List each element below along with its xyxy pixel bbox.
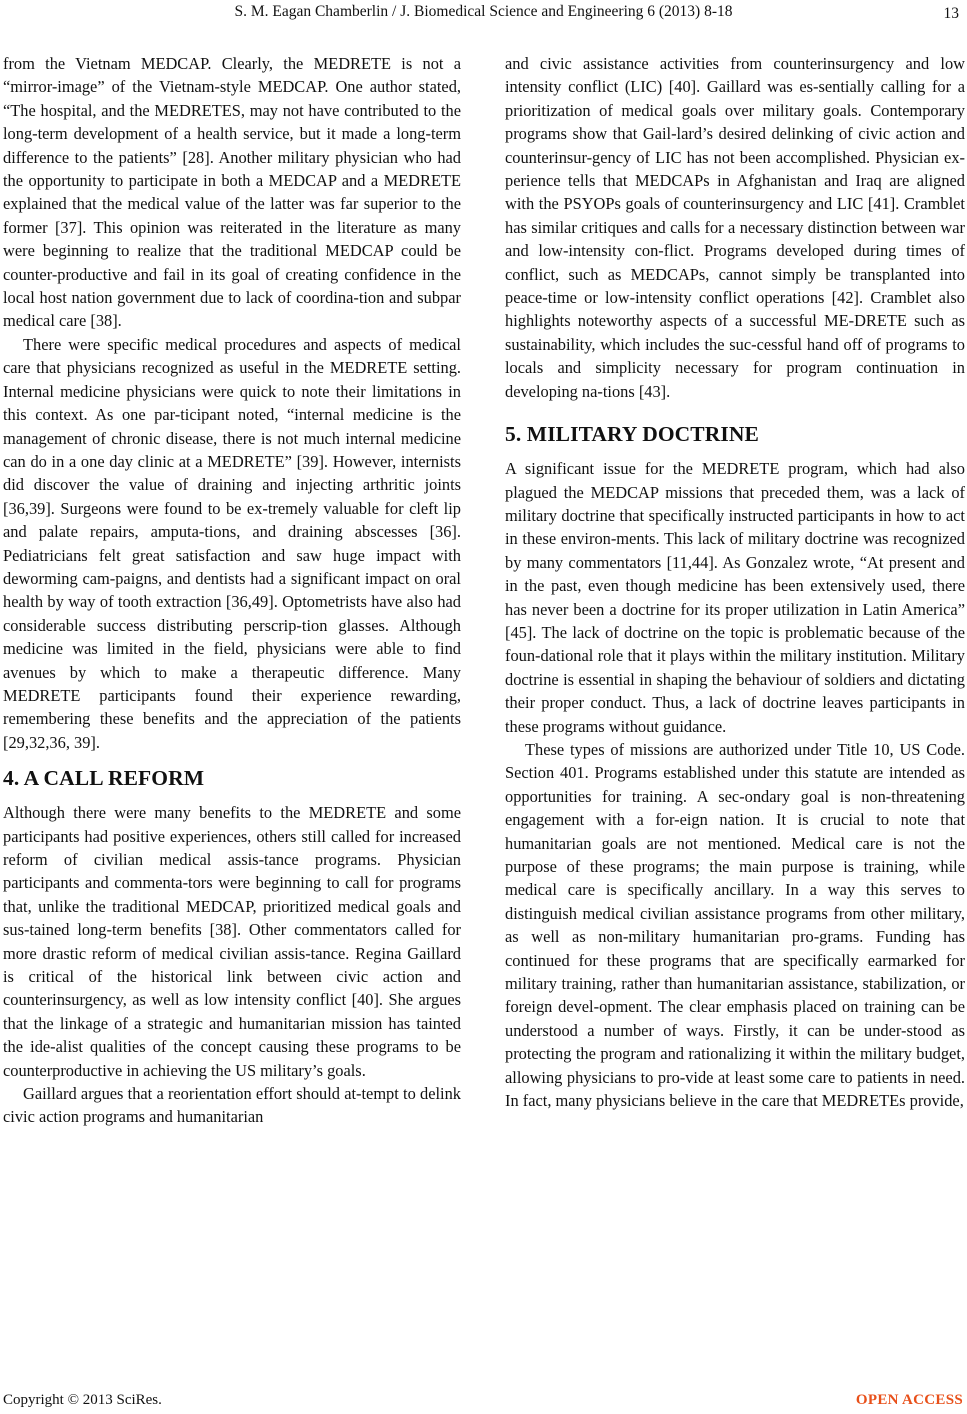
body-paragraph: Although there were many benefits to the MEDRETE and some participants had positive experiences, others still called for increased reform of civilian medical assis-tance programs. Physician participants and commenta-tors were beginning to call for programs that, unlike the traditional MEDCAP, prioritized medical goals and sus-tained long-term benefits [38]. Other commentators called for more drastic reform of medical civilian assis-tance. Regina Gaillard is critical of the historical link between civic action and counterinsurgency, as well as low intensity conflict [40]. She argues that the linkage of a strategic and humanitarian mission has tainted the ide-alist qualities of the concept causing these programs to be counterproductive in achieving the US military’s goals. (3, 803, 461, 1080)
body-paragraph: There were specific medical procedures and aspects of medical care that physicians recognized as useful in the MEDRETE setting. Internal medicine physicians were quick to note their limitations in this context. As one par-ticipant noted, “internal medicine is the management of chronic disease, there is not much internal medicine can do in a one day clinic at a MEDRETE” [39]. However, internists did discover the value of draining and injecting arthritic joints [36,39]. Surgeons were found to be ex-tremely valuable for cleft lip and palate repairs, amputa-tions, and draining abscesses [36]. Pediatricians felt great satisfaction and saw huge impact with deworming cam-paigns, and dentists had a significant impact on oral health by way of tooth extraction [36,49]. Optometrists have also had considerable success distributing perscrip-tion glasses. Although medicine was limited in the field, physicians were able to find avenues by which to make a therapeutic difference. Many MEDRETE participants found their experience rewarding, remembering these benefits and the appreciation of the patients [29,32,36, 39]. (3, 334, 461, 752)
running-title: S. M. Eagan Chamberlin / J. Biomedical Science and Engineering 6 (2013) 8-18 (234, 3, 733, 20)
page-number: 13 (943, 5, 959, 22)
section-heading: 4. A CALL REFORM (3, 766, 205, 791)
body-paragraph: A significant issue for the MEDRETE program, which had also plagued the MEDCAP missions that preceded them, was a lack of military doctrine that specifically instructed participants in how to act in these environ-ments. This lack of military doctrine was recognized by many commentators [11,44]. As Gonzalez wrote, “At present and in the past, even though medicine has been extensively used, there has never been a doctrine for its proper utilization in Latin America” [45]. The lack of doctrine on the topic is problematic because of the foun-dational role that it plays within the military institution. Military doctrine is essential in shaping the behaviour of soldiers and dictating their proper conduct. Thus, a lack of doctrine leaves participants in these programs without guidance. (505, 459, 965, 736)
page-header (0, 2, 967, 26)
body-paragraph: and civic assistance activities from counterinsurgency and low intensity conflict (LIC) [40]. Gaillard was es-sentially calling for a prioritization of medical goals over military goals. Contemporary programs show that Gail-lard’s desired delinking of civic action and counterinsur-gency of LIC has not been accomplished. Physician ex-perience tells that MEDCAPs in Afghanistan and Iraq are aligned with the PSYOPs goals of counterinsurgency and LIC [41]. Cramblet has similar critiques and calls for a necessary distinction between war and low-intensity con-flict. Programs developed during times of conflict, such as MEDCAPs, cannot simply be transplanted into peace-time or low-intensity conflict operations [42]. Cramblet also highlights noteworthy aspects of a successful ME-DRETE such as sustainability, which includes the suc-cessful hand off of programs to locals and simplicity necessary for program continuation in developing na-tions [43]. (505, 54, 965, 401)
body-paragraph: from the Vietnam MEDCAP. Clearly, the MEDRETE is not a “mirror-image” of the Vietnam-style MEDCAP. One author stated, “The hospital, and the MEDRETES, may not have contributed to the long-term development of a health service, but it made a long-term difference to the patients” [28]. Another military physician who had the opportunity to participate in both a MEDCAP and a MEDRETE explained that the medical value of the latter was far superior to the former [37]. This opinion was reiterated in the literature as many were beginning to realize that the traditional MEDCAP could be counter-productive and fail in its goal of creating confidence in the local host nation government due to lack of coordina-tion and subpar medical care [38]. (3, 54, 461, 331)
open-access-label: OPEN ACCESS (855, 1392, 963, 1408)
right-column (505, 52, 965, 1112)
body-paragraph: Gaillard argues that a reorientation effort should at-tempt to delink civic action programs and humanitarian (3, 1084, 461, 1127)
left-column (3, 52, 461, 1129)
page-footer (0, 1390, 967, 1412)
copyright-notice: Copyright © 2013 SciRes. (3, 1392, 162, 1408)
body-paragraph: These types of missions are authorized under Title 10, US Code. Section 401. Programs established under this statute are intended as opportunities for training. A sec-ondary goal is non-threatening engagement with a for-eign nation. It is crucial to note that humanitarian goals are not mentioned. Medical care is not the purpose of these programs; the main purpose is training, while medical care is specifically ancillary. In a way this serves to distinguish medical civilian assistance programs from other military, as well as non-military humanitarian pro-grams. Funding has continued for these programs that are specifically earmarked for military training, rather than humanitarian assistance, stabilization, or foreign devel-opment. The clear emphasis placed on training can be understood a number of ways. Firstly, it can be under-stood as protecting the program and rationalizing it within the military budget, allowing physicians to pro-vide at least some care to patients in need. In fact, many physicians believe in the care that MEDRETEs provide, (505, 739, 965, 1111)
section-heading: 5. MILITARY DOCTRINE (505, 422, 759, 447)
